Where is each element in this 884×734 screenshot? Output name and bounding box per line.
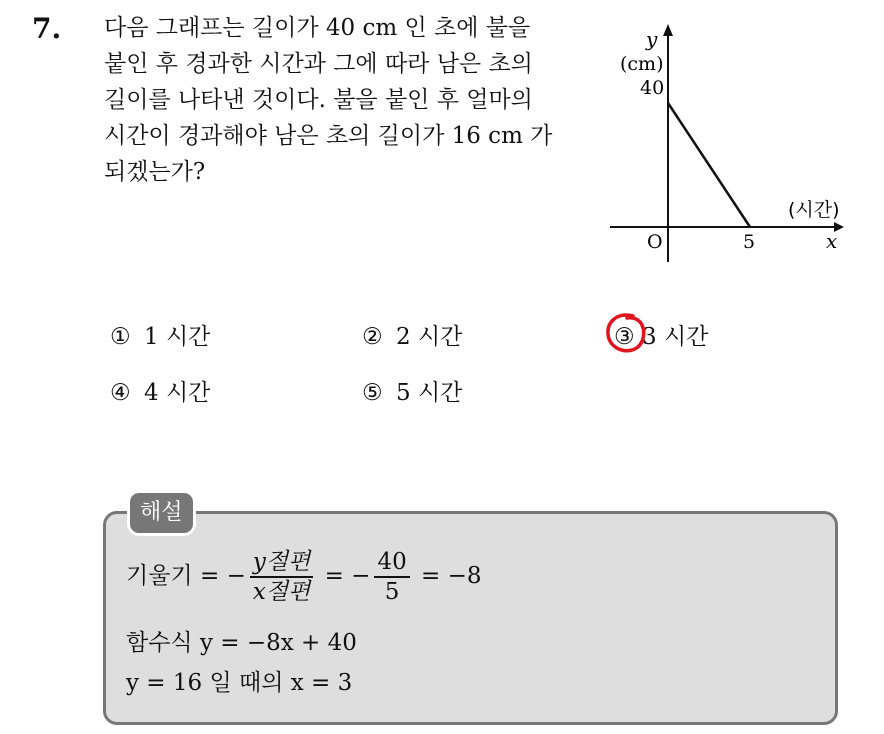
x-intercept-label: 5 [743, 231, 756, 253]
fraction-denominator: x절편 [252, 579, 311, 605]
data-line [668, 103, 750, 227]
origin-label: O [647, 231, 663, 253]
fraction-numerator: y절편 [250, 548, 313, 578]
question-line: 다음 그래프는 길이가 40 cm 인 초에 불을 [104, 15, 531, 41]
question-line: 시간이 경과해야 남은 초의 길이가 16 cm 가 [104, 123, 553, 149]
question-number: 7. [32, 12, 62, 45]
solution-line-2: 함수식 y = −8x + 40 [126, 630, 357, 656]
minus-sign: − [226, 563, 246, 589]
fraction-denominator: 5 [384, 579, 400, 605]
fraction-intercepts [250, 548, 313, 606]
question-text [104, 10, 584, 190]
fraction-numerator: 40 [374, 548, 409, 578]
fraction-values [374, 548, 409, 606]
choice-text: 5 시간 [396, 380, 463, 406]
graph [600, 22, 860, 262]
question-line: 붙인 후 경과한 시간과 그에 따라 남은 초의 [104, 51, 533, 77]
solution-line-1 [126, 548, 482, 606]
choice-mark: ⑤ [362, 380, 383, 406]
choice-1[interactable] [110, 318, 210, 351]
choice-text: 4 시간 [144, 380, 211, 406]
choice-mark: ④ [110, 380, 131, 406]
choice-5[interactable] [362, 374, 462, 407]
y-axis-arrow-icon [663, 24, 673, 36]
x-axis-var: x [826, 229, 838, 253]
y-axis-var: y [646, 27, 658, 51]
y-intercept-label: 40 [640, 77, 665, 99]
equals-sign: = − [324, 563, 371, 589]
choice-mark: ② [362, 324, 383, 350]
choice-mark: ① [110, 324, 131, 350]
choice-text: 2 시간 [396, 324, 463, 350]
slope-result: = −8 [421, 563, 482, 589]
y-unit: (cm) [620, 53, 664, 75]
choice-mark: ③ [614, 324, 635, 350]
question-line: 길이를 나타낸 것이다. 불을 붙인 후 얼마의 [104, 87, 533, 113]
slope-label: 기울기 = [126, 563, 220, 589]
x-unit: (시간) [788, 199, 840, 221]
choice-text: 3 시간 [642, 324, 709, 350]
choice-text: 1 시간 [144, 324, 211, 350]
question-line: 되겠는가? [104, 159, 206, 185]
choice-2[interactable] [362, 318, 462, 351]
solution-tag: 해설 [127, 490, 196, 536]
solution-line-3: y = 16 일 때의 x = 3 [126, 670, 353, 696]
choice-4[interactable] [110, 374, 210, 407]
answer-circle-icon [603, 310, 649, 356]
